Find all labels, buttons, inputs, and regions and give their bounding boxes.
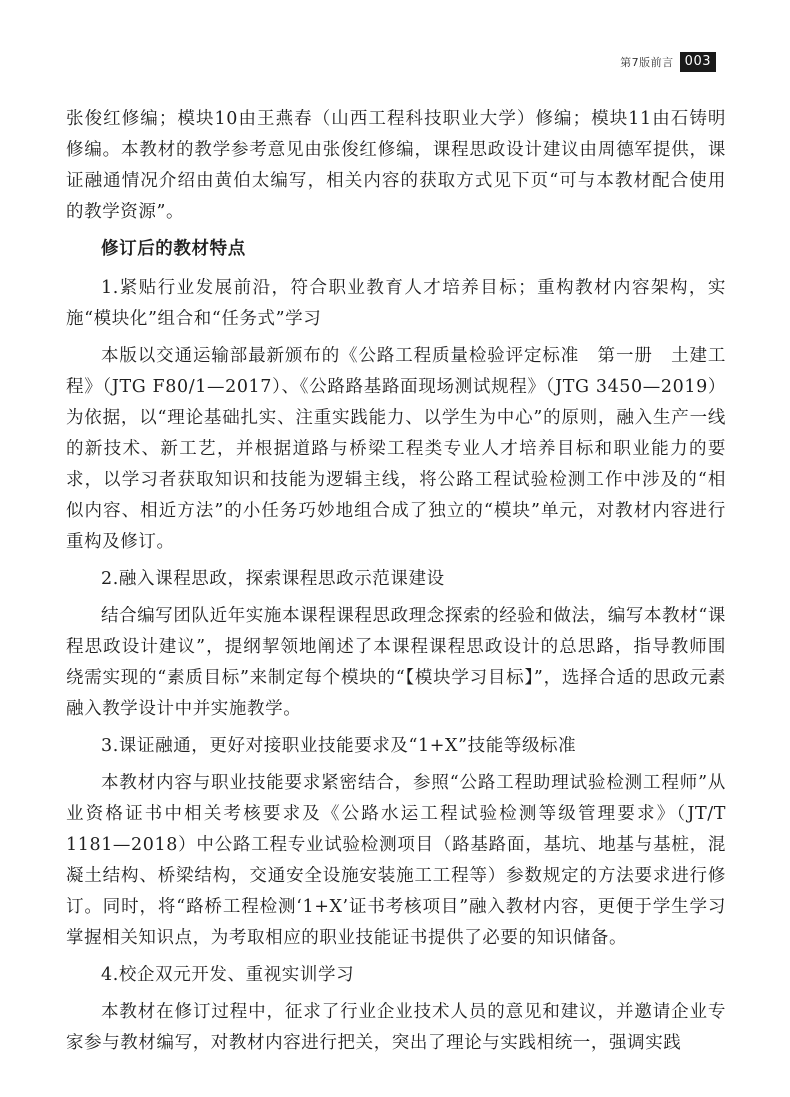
feature-3-body: 本教材内容与职业技能要求紧密结合，参照“公路工程助理试验检测工程师”从业资格证书中相关考核要求及《公路水运工程试验检测等级管理要求》（JT/T 1181—2018）中公路工程专业试验检测项目（路基路面，基坑、地基与基桩，混凝土结构、桥梁结构，交通安全设施安装施工工程等）参数规定的方法要求进行修订。同时，将“路桥工程检测‘1+X’证书考核项目”融入教材内容，更便于学生学习掌握相关知识点，为考取相应的职业技能证书提供了必要的知识储备。	[66, 773, 726, 948]
feature-1-title: 1.紧贴行业发展前沿，符合职业教育人才培养目标；重构教材内容架构，实施“模块化”组合和“任务式”学习	[66, 278, 726, 329]
continuation-paragraph: 张俊红修编；模块10由王燕春（山西工程科技职业大学）修编；模块11由石铸明修编。本教材的教学参考意见由张俊红修编，课程思政设计建议由周德军提供，课证融通情况介绍由黄伯太编写，相关内容的获取方式见下页“可与本教材配合使用的教学资源”。	[66, 109, 726, 222]
feature-4-title: 4.校企双元开发、重视实训学习	[101, 965, 355, 985]
feature-4-body: 本教材在修订过程中，征求了行业企业技术人员的意见和建议，并邀请企业专家参与教材编写，对教材内容进行把关，突出了理论与实践相统一，强调实践	[66, 1002, 726, 1053]
page-header	[620, 52, 716, 72]
feature-2-body: 结合编写团队近年实施本课程课程思政理念探索的经验和做法，编写本教材“课程思政设计建议”，提纲挈领地阐述了本课程课程思政设计的总思路，指导教师围绕需实现的“素质目标”来制定每个模块的“【模块学习目标】”，选择合适的思政元素融入教学设计中并实施教学。	[66, 606, 726, 719]
page-number: 003	[680, 52, 716, 72]
feature-3-title: 3.课证融通，更好对接职业技能要求及“1+X”技能等级标准	[101, 736, 577, 756]
feature-2-title: 2.融入课程思政，探索课程思政示范课建设	[101, 569, 445, 589]
document-body	[66, 104, 726, 1065]
section-heading: 修订后的教材特点	[101, 239, 246, 259]
running-title: 第7版前言	[620, 56, 674, 69]
feature-1-body: 本版以交通运输部最新颁布的《公路工程质量检验评定标准 第一册 土建工程》（JTG F80/1—2017）、《公路路基路面现场测试规程》（JTG 3450—2019）为依据，以“理论基础扎实、注重实践能力、以学生为中心”的原则，融入生产一线的新技术、新工艺，并根据道路与桥梁工程类专业人才培养目标和职业能力的要求，以学习者获取知识和技能为逻辑主线，将公路工程试验检测工作中涉及的“相似内容、相近方法”的小任务巧妙地组合成了独立的“模块”单元，对教材内容进行重构及修订。	[66, 346, 726, 552]
